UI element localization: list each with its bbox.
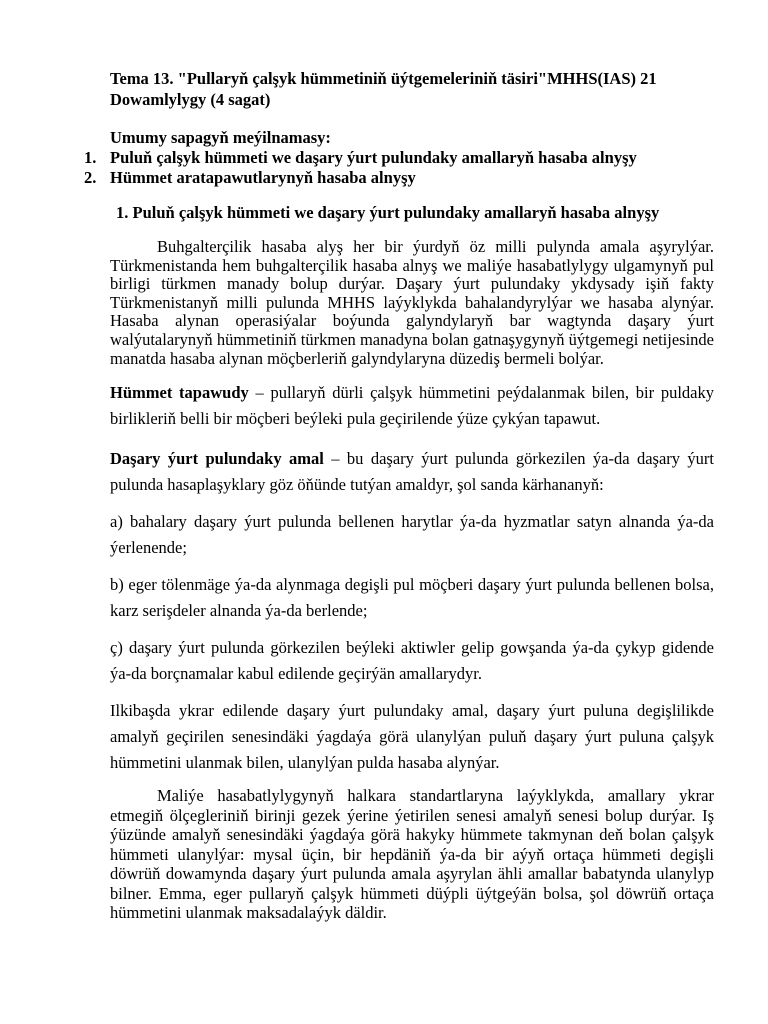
definition-text: – pullaryň dürli çalşyk hümmetini peýdalanmak bilen, bir puldaky birlikleriň belli bir möçberi beýleki pula geçirilende ýüze çykýan tapawut. — [110, 383, 714, 429]
list-item-c: ç) daşary ýurt pulunda görkezilen beýleki aktiwler gelip gowşanda ýa-da çykyp gidende ýa-da borçnamalar kabul edilende geçirýän amallarydyr. — [110, 638, 714, 684]
outline-list — [84, 148, 714, 188]
list-item-a: a) bahalary daşary ýurt pulunda bellenen harytlar ýa-da hyzmatlar satyn alnanda ýa-da ýerlenende; — [110, 512, 714, 558]
outline-item — [84, 148, 714, 168]
definition-text: – bu daşary ýurt pulunda görkezilen ýa-da daşary ýurt pulunda hasaplaşyklary göz öňünde tutýan amaldyr, şol sanda kärhananyň: — [110, 449, 714, 495]
definition-exchange-difference — [110, 380, 714, 432]
definition-term: Hümmet tapawudy — [110, 383, 249, 403]
outline-item-number: 2. — [84, 168, 97, 187]
definition-foreign-transaction — [110, 446, 714, 498]
outline-item — [84, 168, 714, 188]
list-item-b: b) eger tölenmäge ýa-da alynmaga degişli pul möçberi daşary ýurt pulunda bellenen bolsa, karz serişdeler alnanda ýa-da berlende; — [110, 575, 714, 621]
outline-item-number: 1. — [84, 148, 97, 167]
outline-item-text: Hümmet aratapawutlarynyň hasaba alnyşy — [110, 168, 416, 187]
section-heading: 1. Puluň çalşyk hümmeti we daşary ýurt pulundaky amallaryň hasaba alnyşy — [116, 203, 660, 222]
paragraph-initial-recognition: Ilkibaşda ykrar edilende daşary ýurt pulundaky amal, daşary ýurt puluna degişlilikde amalyň geçirilen senesindäki ýagdaýa görä ulanylýan puluň daşary ýurt puluna çalşyk hümmetini ulanmak bilen, ulanylýan pulda hasaba alynýar. — [110, 701, 714, 773]
paragraph-intro: Buhgalterçilik hasaba alyş her bir ýurdyň öz milli pulynda amala aşyrylýar. Türkmenistanda hem buhgalterçilik hasaba alnyş we maliýe hasabatlylygy ulgamynyň pul birligi türkmen manady bolup durýar. Daşary ýurt pulundaky ykdysady işiň fakty Türkmenistanyň milli pulunda MHHS laýyklykda bahalandyrylýar we hasaba alynýar. Hasaba alynan operasiýalar boýunda galyndylaryň bar wagtynda daşary ýurt walýutalarynyň hümmetiniň türkmen manadyna bolan gatnaşygynyň üýtgemegi netijesinde manatda hasaba alynan möçberleriň galyndylaryna düzediş bermeli bolýar. — [110, 237, 714, 368]
document-title: Tema 13. "Pullaryň çalşyk hümmetiniň üýtgemeleriniň täsiri"MHHS(IAS) 21 Dowamlylygy (4 sagat) — [110, 69, 657, 109]
definition-term: Daşary ýurt pulundaky amal — [110, 449, 324, 469]
outline-heading: Umumy sapagyň meýilnamasy: — [110, 128, 331, 147]
paragraph-ifrs-standards: Maliýe hasabatlylygynyň halkara standartlaryna laýyklykda, amallary ykrar etmegiň ölçegleriniň birinji gezek ýerine ýetirilen senesi amalyň senesi bolup durýar. Iş ýüzünde amalyň senesindäki ýagdaýa görä hakyky hümmete takmynan deň bolan çalşyk hümmeti ulanylýar: mysal üçin, bir hepdäniň ýa-da bir aýyň ortaça hümmeti degişli döwrüň dowamynda daşary ýurt pulunda amala aşyrylan ähli amallar babatynda ulanylyp bilner. Emma, eger pullaryň çalşyk hümmeti düýpli üýtgeýän bolsa, şol döwrüň ortaça hümmetini ulanmak maksadalaýyk däldir. — [110, 786, 714, 923]
document-page — [84, 68, 714, 923]
outline-item-text: Puluň çalşyk hümmeti we daşary ýurt pulundaky amallaryň hasaba alnyşy — [110, 148, 637, 167]
